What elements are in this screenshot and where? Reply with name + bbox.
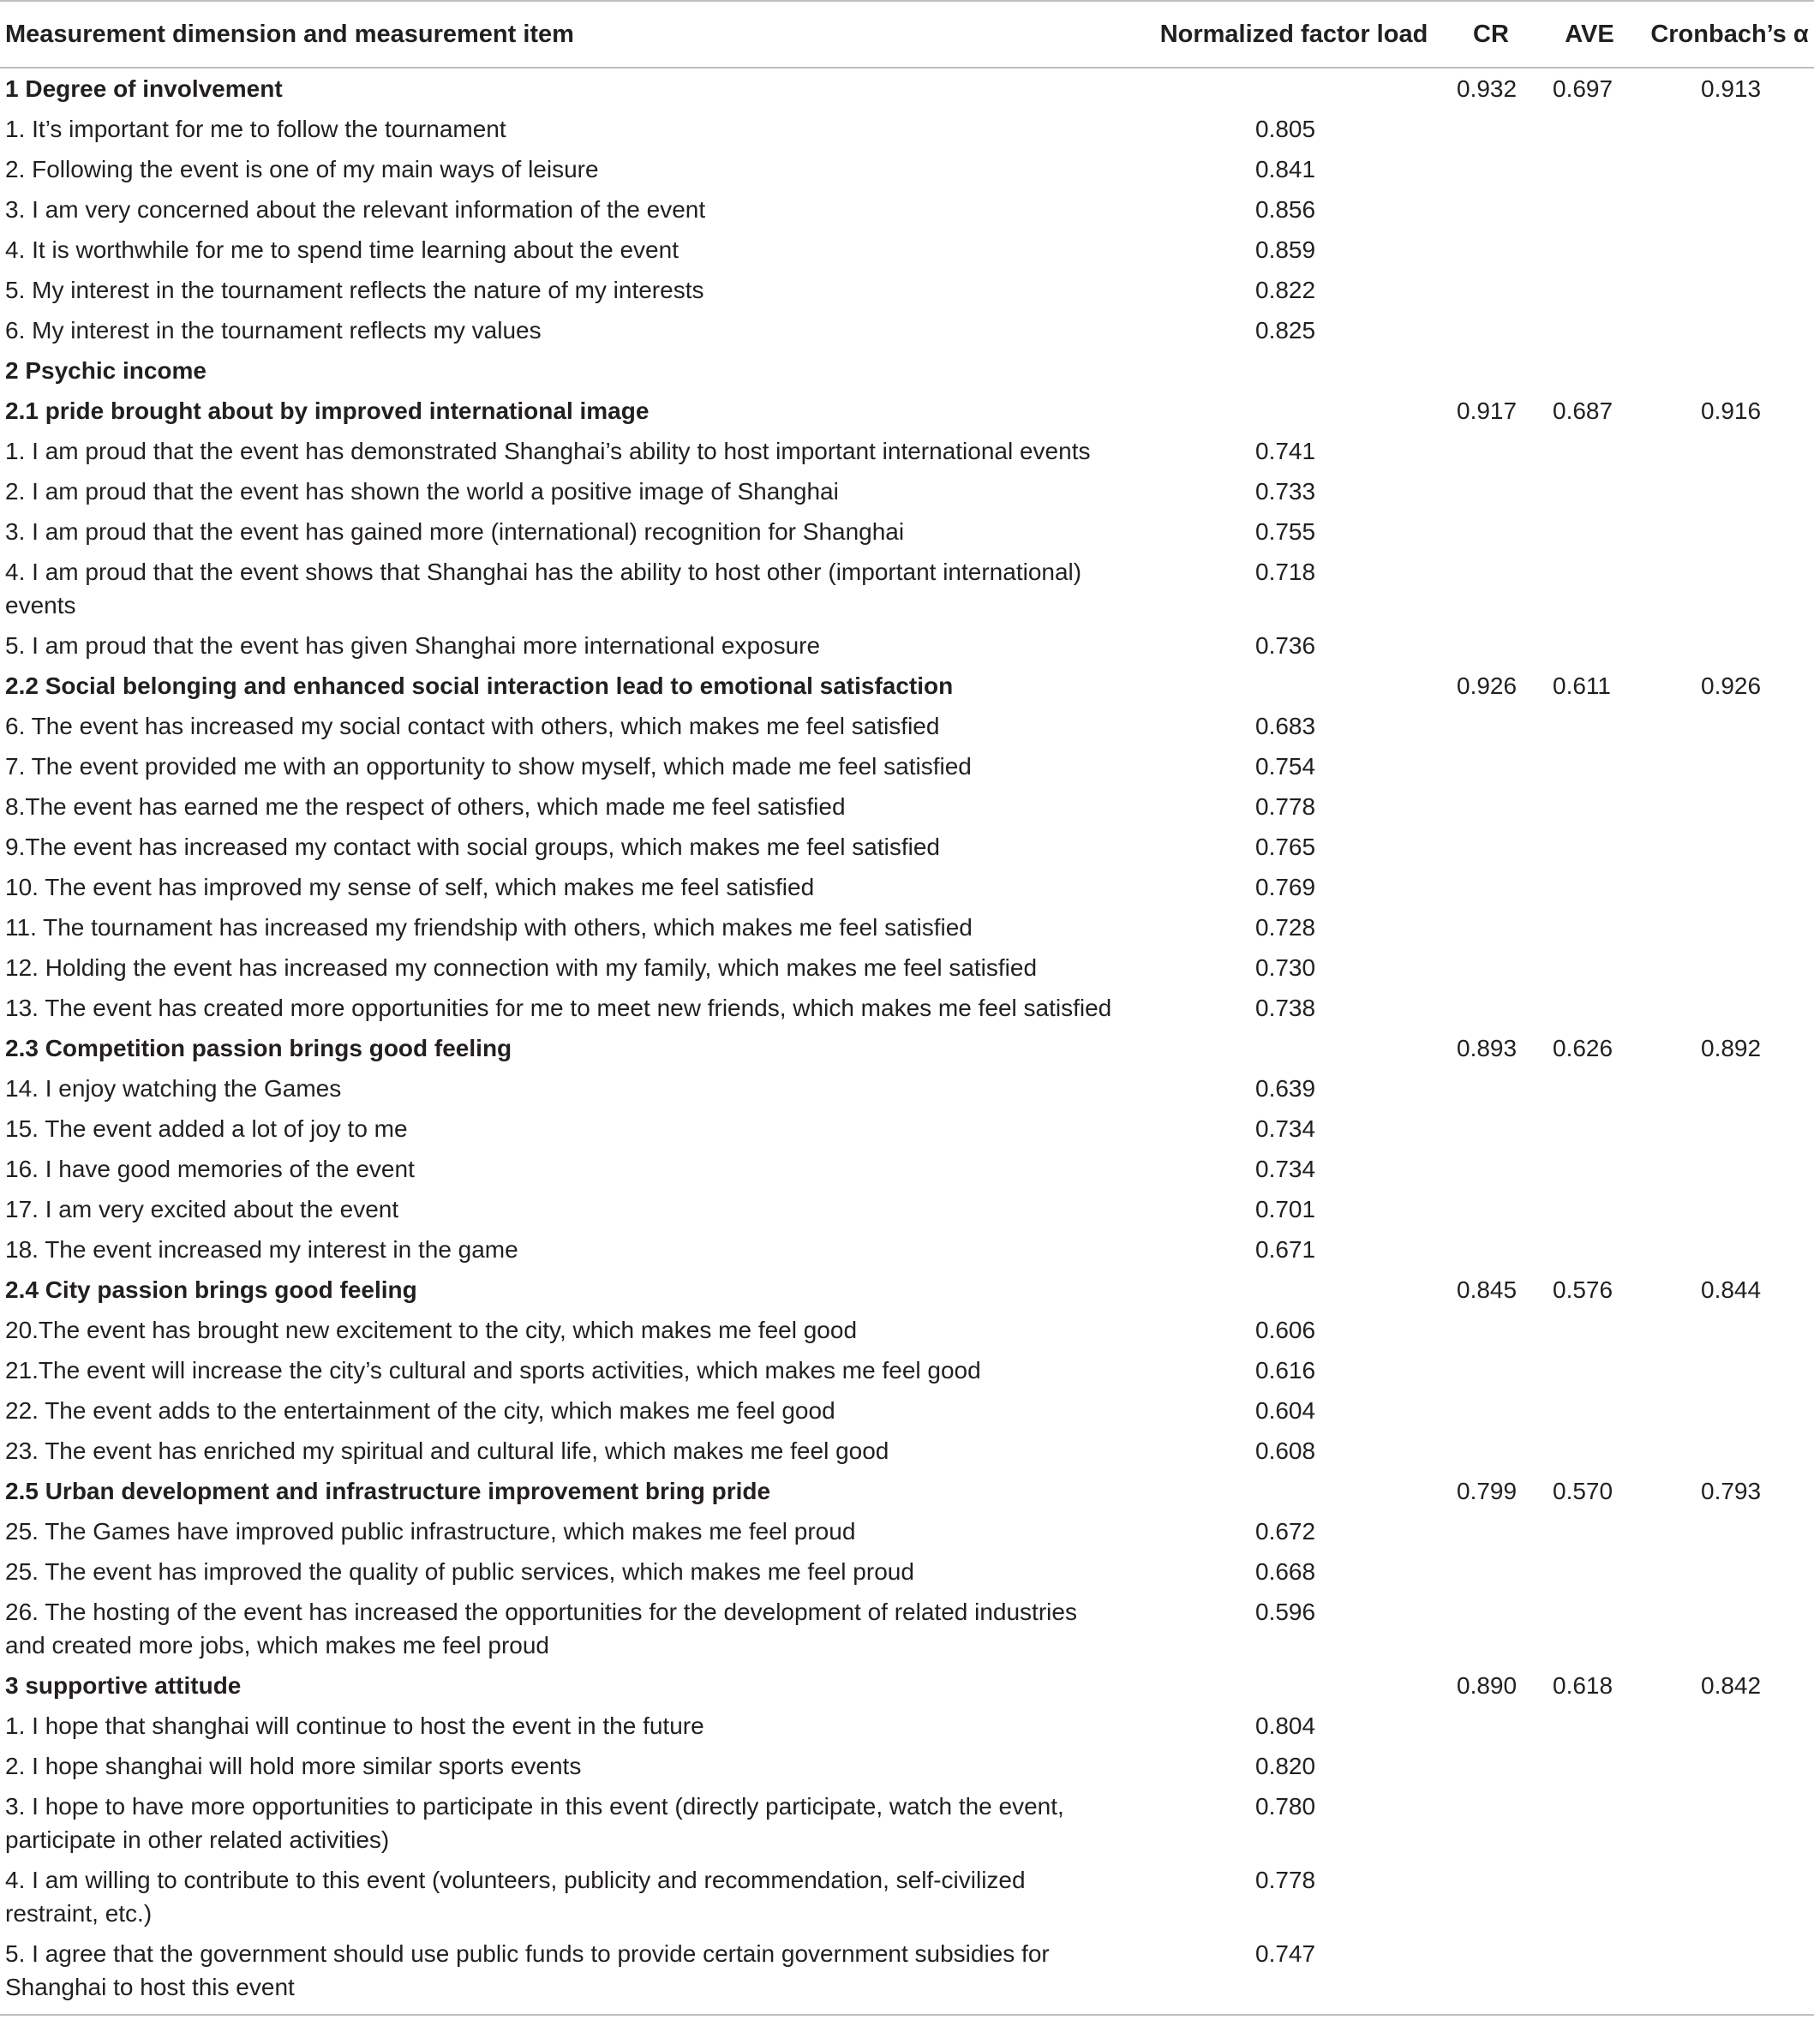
ave-value bbox=[1542, 1511, 1637, 1551]
item-text: 13. The event has created more opportunities for me to meet new friends, which makes me feel satisfied bbox=[5, 995, 1112, 1021]
item-text: 3. I am proud that the event has gained more (international) recognition for Shanghai bbox=[5, 518, 905, 545]
cr-value bbox=[1440, 1149, 1542, 1189]
section-row bbox=[0, 666, 1814, 706]
factor-load-value: 0.718 bbox=[1255, 559, 1316, 585]
ave-value bbox=[1542, 189, 1637, 230]
ave-value bbox=[1542, 1551, 1637, 1592]
section-title: 2.3 Competition passion brings good feeling bbox=[5, 1035, 512, 1061]
ave-value: 0.618 bbox=[1553, 1672, 1613, 1699]
factor-load-value: 0.825 bbox=[1255, 317, 1316, 344]
ave-value bbox=[1542, 867, 1637, 907]
factor-load-value: 0.734 bbox=[1255, 1115, 1316, 1142]
ave-value bbox=[1542, 1229, 1637, 1270]
cr-value bbox=[1440, 907, 1542, 947]
item-text: 4. It is worthwhile for me to spend time learning about the event bbox=[5, 236, 679, 263]
factor-load-value bbox=[1131, 1665, 1440, 1706]
item-text: 1. It’s important for me to follow the tournament bbox=[5, 116, 506, 142]
ave-value bbox=[1542, 109, 1637, 149]
cr-value: 0.932 bbox=[1457, 75, 1518, 102]
table-row bbox=[0, 706, 1814, 746]
item-text: 17. I am very excited about the event bbox=[5, 1196, 399, 1222]
cr-value bbox=[1440, 867, 1542, 907]
factor-load-value: 0.741 bbox=[1255, 438, 1316, 464]
table-body bbox=[0, 68, 1814, 2015]
cronbach-alpha-value bbox=[1637, 1706, 1814, 1746]
item-text: 14. I enjoy watching the Games bbox=[5, 1075, 342, 1102]
ave-value bbox=[1542, 625, 1637, 666]
item-text: 5. I agree that the government should use public funds to provide certain government subsidies for Shanghai to host this event bbox=[0, 1933, 1131, 2015]
table-row bbox=[0, 1109, 1814, 1149]
item-text: 9.The event has increased my contact with social groups, which makes me feel satisfied bbox=[5, 834, 940, 860]
factor-load-value: 0.778 bbox=[1255, 793, 1316, 820]
factor-load-value: 0.755 bbox=[1255, 518, 1316, 545]
ave-value: 0.570 bbox=[1553, 1478, 1613, 1504]
cronbach-alpha-value bbox=[1637, 270, 1814, 310]
header-factor-load: Normalized factor load bbox=[1131, 1, 1440, 68]
ave-value bbox=[1542, 1860, 1637, 1933]
cronbach-alpha-value bbox=[1637, 947, 1814, 988]
cronbach-alpha-value bbox=[1637, 1860, 1814, 1933]
item-text: 6. The event has increased my social contact with others, which makes me feel satisfied bbox=[5, 713, 940, 739]
cronbach-alpha-value bbox=[1637, 1746, 1814, 1786]
item-text: 1. I hope that shanghai will continue to host the event in the future bbox=[5, 1712, 704, 1739]
section-row bbox=[0, 350, 1814, 391]
ave-value bbox=[1542, 746, 1637, 786]
factor-load-value: 0.769 bbox=[1255, 874, 1316, 900]
cr-value bbox=[1440, 511, 1542, 552]
section-title: 3 supportive attitude bbox=[5, 1672, 242, 1699]
factor-load-value: 0.859 bbox=[1255, 236, 1316, 263]
factor-load-value: 0.805 bbox=[1255, 116, 1316, 142]
cronbach-alpha-value bbox=[1637, 1786, 1814, 1860]
cronbach-alpha-value bbox=[1637, 1592, 1814, 1665]
factor-load-value: 0.701 bbox=[1255, 1196, 1316, 1222]
ave-value: 0.576 bbox=[1553, 1276, 1613, 1303]
cronbach-alpha-value bbox=[1637, 1511, 1814, 1551]
cronbach-alpha-value bbox=[1637, 827, 1814, 867]
cronbach-alpha-value bbox=[1637, 511, 1814, 552]
table-row bbox=[0, 1592, 1814, 1665]
item-text: 26. The hosting of the event has increased the opportunities for the development of related industries and created more jobs, which makes me feel proud bbox=[5, 1599, 1077, 1659]
ave-value bbox=[1542, 431, 1637, 471]
factor-load-value bbox=[1131, 1471, 1440, 1511]
ave-value: 0.611 bbox=[1553, 672, 1611, 699]
ave-value: 0.626 bbox=[1553, 1035, 1613, 1061]
ave-value bbox=[1542, 988, 1637, 1028]
factor-load-value: 0.778 bbox=[1255, 1867, 1316, 1893]
factor-load-value: 0.780 bbox=[1255, 1793, 1316, 1820]
cr-value bbox=[1440, 827, 1542, 867]
section-title: 2 Psychic income bbox=[5, 357, 207, 384]
table-row bbox=[0, 1860, 1814, 1933]
cr-value bbox=[1440, 1350, 1542, 1390]
cronbach-alpha-value bbox=[1637, 1310, 1814, 1350]
item-text: 6. My interest in the tournament reflects my values bbox=[5, 317, 542, 344]
item-text: 12. Holding the event has increased my connection with my family, which makes me feel satisfied bbox=[5, 954, 1038, 981]
cronbach-alpha-value bbox=[1637, 149, 1814, 189]
factor-load-value: 0.804 bbox=[1255, 1712, 1316, 1739]
cr-value bbox=[1440, 1390, 1542, 1431]
item-text: 22. The event adds to the entertainment of the city, which makes me feel good bbox=[5, 1397, 835, 1424]
table-row bbox=[0, 471, 1814, 511]
cr-value bbox=[1440, 988, 1542, 1028]
table-row bbox=[0, 109, 1814, 149]
section-title: 2.5 Urban development and infrastructure improvement bring pride bbox=[5, 1478, 771, 1504]
cr-value: 0.917 bbox=[1457, 397, 1518, 424]
cr-value bbox=[1440, 109, 1542, 149]
item-text: 16. I have good memories of the event bbox=[5, 1156, 415, 1182]
item-text: 21.The event will increase the city’s cultural and sports activities, which makes me feel good bbox=[5, 1357, 981, 1384]
ave-value: 0.687 bbox=[1553, 397, 1613, 424]
ave-value bbox=[1542, 552, 1637, 625]
cronbach-alpha-value bbox=[1637, 230, 1814, 270]
factor-load-value: 0.820 bbox=[1255, 1753, 1316, 1779]
section-row bbox=[0, 1270, 1814, 1310]
table-row bbox=[0, 867, 1814, 907]
factor-load-value: 0.639 bbox=[1255, 1075, 1316, 1102]
factor-load-value: 0.822 bbox=[1255, 277, 1316, 303]
factor-load-value bbox=[1131, 1028, 1440, 1068]
factor-load-value: 0.734 bbox=[1255, 1156, 1316, 1182]
cronbach-alpha-value: 0.793 bbox=[1701, 1478, 1762, 1504]
cronbach-alpha-value bbox=[1637, 310, 1814, 350]
item-text: 25. The Games have improved public infrastructure, which makes me feel proud bbox=[5, 1518, 856, 1545]
factor-load-value: 0.672 bbox=[1255, 1518, 1316, 1545]
cr-value bbox=[1440, 1860, 1542, 1933]
cronbach-alpha-value bbox=[1637, 907, 1814, 947]
item-text: 23. The event has enriched my spiritual and cultural life, which makes me feel good bbox=[5, 1437, 889, 1464]
cr-value bbox=[1440, 1109, 1542, 1149]
factor-load-value bbox=[1131, 391, 1440, 431]
item-text: 4. I am proud that the event shows that Shanghai has the ability to host other (important international) events bbox=[5, 559, 1082, 619]
ave-value bbox=[1542, 1350, 1637, 1390]
item-text: 3. I am very concerned about the relevant information of the event bbox=[5, 196, 706, 223]
item-text: 11. The tournament has increased my friendship with others, which makes me feel satisfied bbox=[5, 914, 973, 941]
item-text: 1. I am proud that the event has demonstrated Shanghai’s ability to host important international events bbox=[5, 438, 1091, 464]
cr-value bbox=[1440, 471, 1542, 511]
table-row bbox=[0, 1149, 1814, 1189]
factor-load-value: 0.606 bbox=[1255, 1317, 1316, 1343]
item-text: 18. The event increased my interest in the game bbox=[5, 1236, 518, 1263]
ave-value bbox=[1542, 1189, 1637, 1229]
item-text: 15. The event added a lot of joy to me bbox=[5, 1115, 408, 1142]
cr-value: 0.845 bbox=[1457, 1276, 1518, 1303]
section-row bbox=[0, 1665, 1814, 1706]
table-row bbox=[0, 1933, 1814, 2015]
cr-value bbox=[1440, 1068, 1542, 1109]
cr-value: 0.926 bbox=[1457, 672, 1518, 699]
cronbach-alpha-value bbox=[1637, 431, 1814, 471]
cronbach-alpha-value: 0.913 bbox=[1701, 75, 1762, 102]
section-title: 2.1 pride brought about by improved international image bbox=[5, 397, 650, 424]
cronbach-alpha-value: 0.926 bbox=[1701, 672, 1762, 699]
factor-load-value: 0.671 bbox=[1255, 1236, 1316, 1263]
table-row bbox=[0, 827, 1814, 867]
cronbach-alpha-value bbox=[1637, 189, 1814, 230]
table-row bbox=[0, 746, 1814, 786]
table-row bbox=[0, 1706, 1814, 1746]
cr-value bbox=[1440, 310, 1542, 350]
section-title: 1 Degree of involvement bbox=[5, 75, 283, 102]
header-ave: AVE bbox=[1542, 1, 1637, 68]
ave-value bbox=[1542, 1786, 1637, 1860]
ave-value bbox=[1542, 270, 1637, 310]
section-title: 2.4 City passion brings good feeling bbox=[5, 1276, 417, 1303]
cronbach-alpha-value bbox=[1637, 1189, 1814, 1229]
factor-load-value: 0.738 bbox=[1255, 995, 1316, 1021]
cronbach-alpha-value bbox=[1637, 471, 1814, 511]
ave-value bbox=[1542, 706, 1637, 746]
item-text: 25. The event has improved the quality of public services, which makes me feel proud bbox=[5, 1558, 914, 1585]
factor-load-value: 0.765 bbox=[1255, 834, 1316, 860]
table-row bbox=[0, 189, 1814, 230]
factor-load-value: 0.596 bbox=[1255, 1599, 1316, 1625]
cronbach-alpha-value bbox=[1637, 706, 1814, 746]
cronbach-alpha-value bbox=[1637, 625, 1814, 666]
cronbach-alpha-value bbox=[1637, 1390, 1814, 1431]
ave-value bbox=[1542, 1390, 1637, 1431]
cr-value bbox=[1440, 1933, 1542, 2015]
ave-value bbox=[1542, 1746, 1637, 1786]
table-row bbox=[0, 270, 1814, 310]
cr-value: 0.890 bbox=[1457, 1672, 1518, 1699]
ave-value bbox=[1542, 230, 1637, 270]
cronbach-alpha-value bbox=[1637, 988, 1814, 1028]
ave-value bbox=[1542, 1706, 1637, 1746]
table-header bbox=[0, 1, 1814, 68]
section-row bbox=[0, 1028, 1814, 1068]
ave-value bbox=[1542, 1933, 1637, 2015]
cronbach-alpha-value bbox=[1637, 1229, 1814, 1270]
table-row bbox=[0, 947, 1814, 988]
ave-value bbox=[1542, 471, 1637, 511]
table-row bbox=[0, 230, 1814, 270]
cr-value: 0.893 bbox=[1457, 1035, 1518, 1061]
table-row bbox=[0, 988, 1814, 1028]
item-text: 2. I hope shanghai will hold more similar sports events bbox=[5, 1753, 582, 1779]
table-row bbox=[0, 1310, 1814, 1350]
table-row bbox=[0, 907, 1814, 947]
header-cronbach-alpha: Cronbach’s α bbox=[1637, 1, 1814, 68]
cr-value bbox=[1440, 625, 1542, 666]
cronbach-alpha-value: 0.844 bbox=[1701, 1276, 1762, 1303]
table-row bbox=[0, 1551, 1814, 1592]
header-item: Measurement dimension and measurement item bbox=[0, 1, 1131, 68]
table-row bbox=[0, 552, 1814, 625]
table-row bbox=[0, 1189, 1814, 1229]
ave-value bbox=[1542, 827, 1637, 867]
cronbach-alpha-value bbox=[1637, 552, 1814, 625]
ave-value bbox=[1542, 310, 1637, 350]
ave-value: 0.697 bbox=[1553, 75, 1613, 102]
cr-value bbox=[1440, 1431, 1542, 1471]
cr-value bbox=[1440, 1189, 1542, 1229]
table-row bbox=[0, 149, 1814, 189]
item-text: 3. I hope to have more opportunities to participate in this event (directly participate, watch the event, participate in other related activities) bbox=[5, 1793, 1064, 1853]
cronbach-alpha-value bbox=[1637, 1068, 1814, 1109]
section-row bbox=[0, 391, 1814, 431]
cr-value bbox=[1440, 1746, 1542, 1786]
header-cr: CR bbox=[1440, 1, 1542, 68]
factor-load-value bbox=[1131, 68, 1440, 109]
table-row bbox=[0, 1786, 1814, 1860]
factor-load-value: 0.736 bbox=[1255, 632, 1316, 659]
item-text: 8.The event has earned me the respect of others, which made me feel satisfied bbox=[5, 793, 846, 820]
ave-value bbox=[1542, 1149, 1637, 1189]
cr-value bbox=[1440, 1511, 1542, 1551]
ave-value bbox=[1542, 947, 1637, 988]
cr-value bbox=[1440, 786, 1542, 827]
cr-value bbox=[1440, 1310, 1542, 1350]
cronbach-alpha-value bbox=[1637, 1551, 1814, 1592]
factor-load-value bbox=[1131, 1270, 1440, 1310]
table-row bbox=[0, 1350, 1814, 1390]
cr-value bbox=[1440, 350, 1542, 391]
factor-load-value: 0.604 bbox=[1255, 1397, 1316, 1424]
factor-load-value: 0.841 bbox=[1255, 156, 1316, 182]
ave-value bbox=[1542, 1310, 1637, 1350]
factor-load-value bbox=[1131, 350, 1440, 391]
cronbach-alpha-value bbox=[1637, 1109, 1814, 1149]
cr-value bbox=[1440, 746, 1542, 786]
cronbach-alpha-value: 0.892 bbox=[1701, 1035, 1762, 1061]
table-row bbox=[0, 625, 1814, 666]
item-text: 20.The event has brought new excitement to the city, which makes me feel good bbox=[5, 1317, 858, 1343]
item-text: 7. The event provided me with an opportunity to show myself, which made me feel satisfied bbox=[5, 753, 972, 780]
table-row bbox=[0, 511, 1814, 552]
factor-load-value: 0.754 bbox=[1255, 753, 1316, 780]
table-row bbox=[0, 1068, 1814, 1109]
table-row bbox=[0, 310, 1814, 350]
cronbach-alpha-value bbox=[1637, 746, 1814, 786]
table-row bbox=[0, 786, 1814, 827]
cr-value bbox=[1440, 230, 1542, 270]
table-row bbox=[0, 1746, 1814, 1786]
table-row bbox=[0, 1390, 1814, 1431]
cr-value bbox=[1440, 706, 1542, 746]
cronbach-alpha-value bbox=[1637, 1350, 1814, 1390]
factor-load-value: 0.733 bbox=[1255, 478, 1316, 505]
cr-value bbox=[1440, 1551, 1542, 1592]
factor-load-value: 0.683 bbox=[1255, 713, 1316, 739]
factor-load-value: 0.728 bbox=[1255, 914, 1316, 941]
factor-load-value: 0.730 bbox=[1255, 954, 1316, 981]
cronbach-alpha-value bbox=[1637, 1149, 1814, 1189]
cr-value bbox=[1440, 552, 1542, 625]
cronbach-alpha-value: 0.842 bbox=[1701, 1672, 1762, 1699]
cronbach-alpha-value: 0.916 bbox=[1701, 397, 1762, 424]
cr-value bbox=[1440, 1229, 1542, 1270]
cronbach-alpha-value bbox=[1637, 1933, 1814, 2015]
cr-value bbox=[1440, 149, 1542, 189]
cr-value bbox=[1440, 1706, 1542, 1746]
item-text: 5. I am proud that the event has given Shanghai more international exposure bbox=[5, 632, 821, 659]
table-row bbox=[0, 431, 1814, 471]
factor-load-value bbox=[1131, 666, 1440, 706]
section-title: 2.2 Social belonging and enhanced social interaction lead to emotional satisfaction bbox=[5, 672, 954, 699]
ave-value bbox=[1542, 907, 1637, 947]
item-text: 2. Following the event is one of my main ways of leisure bbox=[5, 156, 599, 182]
table-row bbox=[0, 1511, 1814, 1551]
factor-load-value: 0.608 bbox=[1255, 1437, 1316, 1464]
cr-value bbox=[1440, 270, 1542, 310]
cronbach-alpha-value bbox=[1637, 350, 1814, 391]
ave-value bbox=[1542, 1592, 1637, 1665]
factor-load-value: 0.747 bbox=[1131, 1933, 1440, 2015]
ave-value bbox=[1542, 1068, 1637, 1109]
cr-value bbox=[1440, 431, 1542, 471]
cronbach-alpha-value bbox=[1637, 786, 1814, 827]
cronbach-alpha-value bbox=[1637, 867, 1814, 907]
factor-load-value: 0.668 bbox=[1255, 1558, 1316, 1585]
cr-value bbox=[1440, 1592, 1542, 1665]
ave-value bbox=[1542, 350, 1637, 391]
ave-value bbox=[1542, 511, 1637, 552]
factor-load-value: 0.616 bbox=[1255, 1357, 1316, 1384]
cronbach-alpha-value bbox=[1637, 109, 1814, 149]
ave-value bbox=[1542, 1109, 1637, 1149]
ave-value bbox=[1542, 1431, 1637, 1471]
cr-value: 0.799 bbox=[1457, 1478, 1518, 1504]
cronbach-alpha-value bbox=[1637, 1431, 1814, 1471]
ave-value bbox=[1542, 786, 1637, 827]
item-text: 10. The event has improved my sense of self, which makes me feel satisfied bbox=[5, 874, 815, 900]
header-row bbox=[0, 1, 1814, 68]
ave-value bbox=[1542, 149, 1637, 189]
table-row bbox=[0, 1431, 1814, 1471]
section-row bbox=[0, 1471, 1814, 1511]
factor-load-value: 0.856 bbox=[1255, 196, 1316, 223]
cr-value bbox=[1440, 947, 1542, 988]
cr-value bbox=[1440, 1786, 1542, 1860]
cr-value bbox=[1440, 189, 1542, 230]
item-text: 2. I am proud that the event has shown the world a positive image of Shanghai bbox=[5, 478, 839, 505]
item-text: 4. I am willing to contribute to this event (volunteers, publicity and recommendation, self-civilized restraint, etc.) bbox=[5, 1867, 1026, 1927]
item-text: 5. My interest in the tournament reflects the nature of my interests bbox=[5, 277, 704, 303]
table-row bbox=[0, 1229, 1814, 1270]
section-row bbox=[0, 68, 1814, 109]
